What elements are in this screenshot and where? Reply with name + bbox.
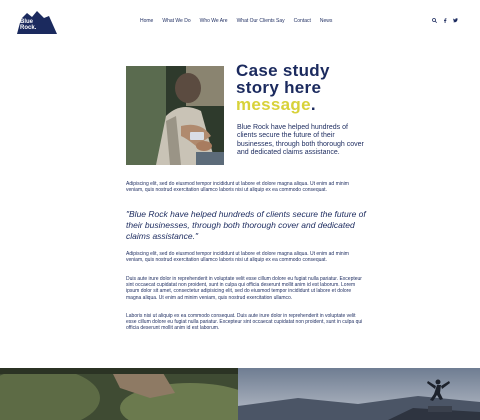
title-period: . [310,95,316,114]
body-paragraph-1: Adipiscing elit, sed do eiusmod tempor incididunt ut labore et dolore magna aliqua. Ut enim ad minim veniam, quis nostrud exercitation ullamco laboris nisi ut aliquip ex ea commodo consequat. [126,181,349,194]
search-icon[interactable] [432,18,437,25]
nav-who-we-are[interactable]: Who We Are [199,18,228,24]
title-line-1: Case study [236,61,330,80]
main-nav [140,18,341,24]
nav-icons [432,18,458,25]
title-line-2: story here [236,78,322,97]
twitter-icon[interactable] [453,18,458,25]
nav-what-we-do[interactable]: What We Do [162,18,191,24]
body-paragraph-4: Laboris nisi ut aliquip ex ea commodo consequat. Duis aute irure dolor in reprehenderit in voluptate velit esse cillum dolore eu fugiat nulla pariatur. Excepteur sint occaecat cupidatat non proident, sunt in culpa qui officia deserunt mollit anim id est laborum. [126,313,363,332]
title-line-3 [236,96,376,113]
site-header [0,0,480,40]
nav-home[interactable]: Home [140,18,154,24]
facebook-icon[interactable] [443,18,447,25]
title-highlight: message [236,95,311,114]
logo-line-1: Blue [20,19,34,25]
blue-rock-logo[interactable] [17,9,57,34]
footer-photo-person-jumping [238,368,480,420]
footer-photo-hand-on-moss [0,368,238,420]
body-paragraph-3: Duis aute irure dolor in reprehenderit in voluptate velit esse cillum dolore eu fugiat nulla pariatur. Excepteur sint occaecat cupidatat non proident, sunt in culpa qui officia deserunt mollit anim id est laborum. Lorem ipsum dolor sit amet, consectetur adipisicing elit, sed do eiusmod tempor incididunt ut labore et dolore magna aliqua. Ut enim ad minim veniam, quis nostrud exercitation ullamco. [126,276,362,301]
nav-news[interactable]: News [319,18,333,24]
nav-what-our-clients-say[interactable]: What Our Clients Say [236,18,285,24]
page-title [236,62,376,113]
body-paragraph-2: Adipiscing elit, sed do eiusmod tempor incididunt ut labore et dolore magna aliqua. Ut enim ad minim veniam, quis nostrud exercitation ullamco laboris nisi ut aliquip ex ea commodo consequat. [126,251,349,264]
nav-contact[interactable]: Contact [293,18,311,24]
hero-photo-person-with-phone [126,66,224,165]
intro-text: Blue Rock have helped hundreds of clients secure the future of their businesses, through both thorough cover and dedicated claims assistance. [237,124,364,156]
logo-text [20,19,36,31]
logo-line-2: Rock. [20,25,37,31]
pull-quote: "Blue Rock have helped hundreds of clients secure the future of their businesses, through both thorough cover and dedicated claims assistance." [126,209,366,241]
